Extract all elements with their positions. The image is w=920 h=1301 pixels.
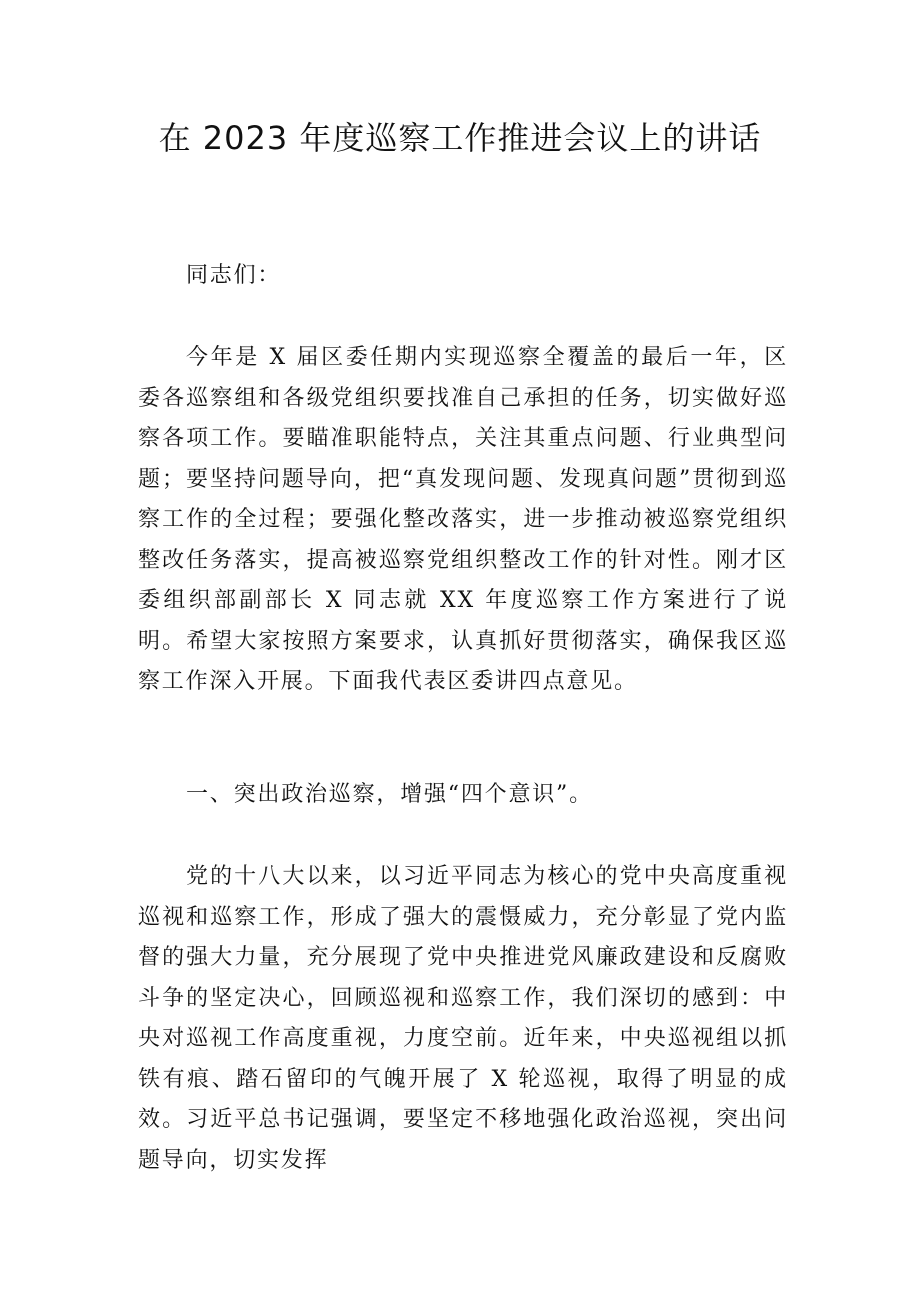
document-title: 在 2023 年度巡察工作推进会议上的讲话: [158, 119, 762, 157]
paragraph-opening: 今年是 X 届区委任期内实现巡察全覆盖的最后一年，区委各巡察组和各级党组织要找准自己承担的任务，切实做好巡察各项工作。要瞄准职能特点，关注其重点问题、行业典型问题；要坚持问题导向，把“真发现问题、发现真问题”贯彻到巡察工作的全过程；要强化整改落实，进一步推动被巡察党组织整改任务落实，提高被巡察党组织整改工作的针对性。刚才区委组织部副部长 X 同志就 XX 年度巡察工作方案进行了说明。希望大家按照方案要求，认真抓好贯彻落实，确保我区巡察工作深入开展。下面我代表区委讲四点意见。: [138, 345, 788, 694]
section-heading-1: 一、突出政治巡察，增强“四个意识”。: [186, 782, 593, 807]
paragraph-section-1: 党的十八大以来，以习近平同志为核心的党中央高度重视巡视和巡察工作，形成了强大的震慑威力，充分彰显了党内监督的强大力量，充分展现了党中央推进党风廉政建设和反腐败斗争的坚定决心，回顾巡视和巡察工作，我们深切的感到：中央对巡视工作高度重视，力度空前。近年来，中央巡视组以抓铁有痕、踏石留印的气魄开展了 X 轮巡视，取得了明显的成效。习近平总书记强调，要坚定不移地强化政治巡视，突出问题导向，切实发挥: [138, 864, 788, 1173]
salutation: 同志们：: [186, 263, 282, 288]
